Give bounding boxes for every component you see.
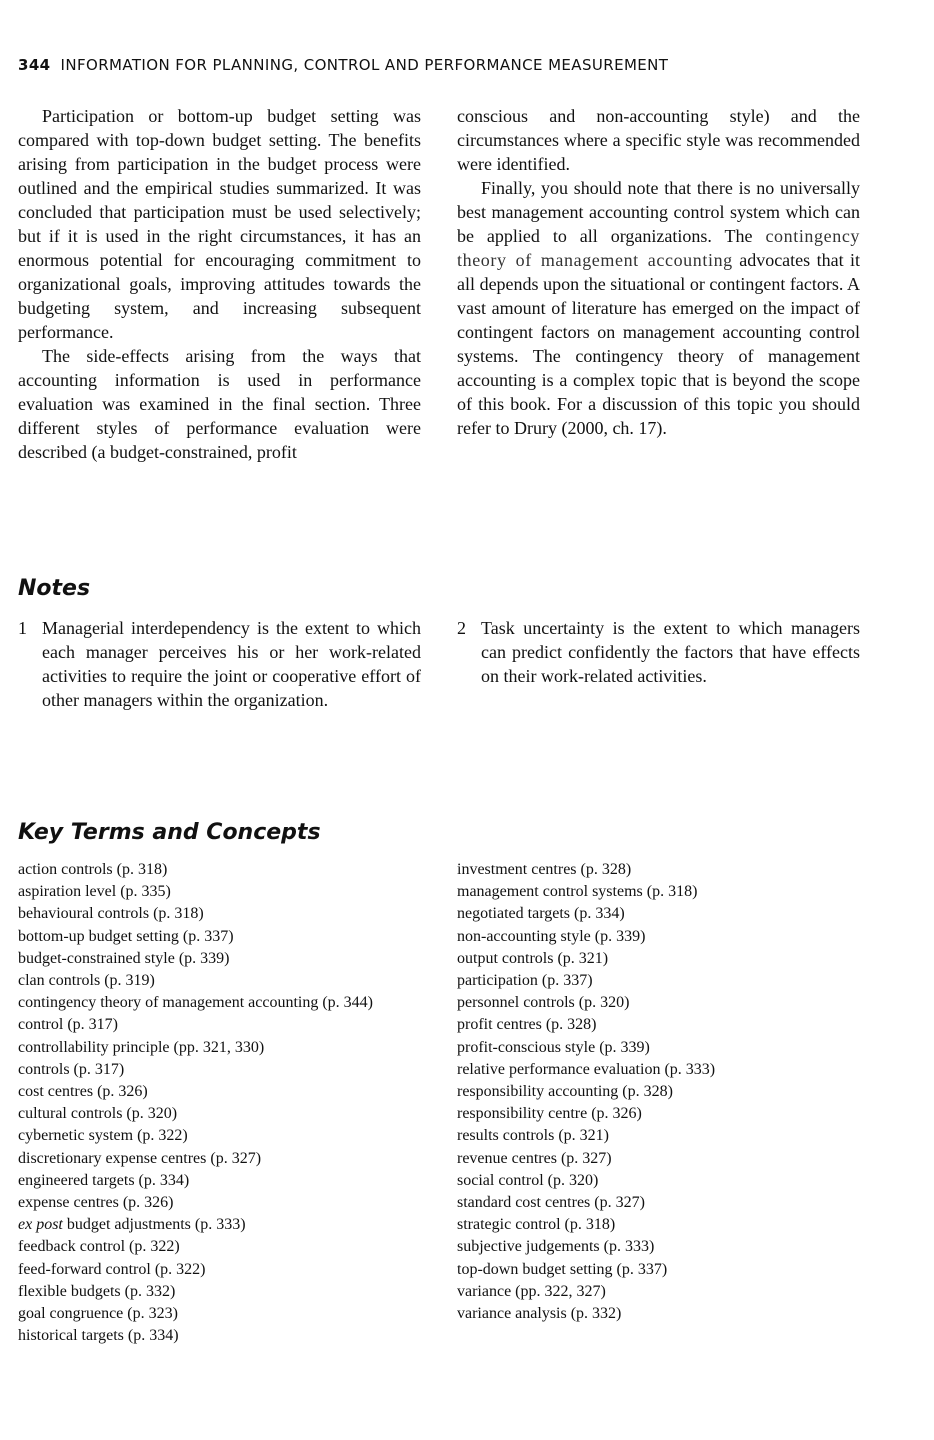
- key-term: results controls (p. 321): [457, 1127, 609, 1145]
- key-term: goal congruence (p. 323): [18, 1305, 178, 1323]
- key-term: discretionary expense centres (p. 327): [18, 1149, 262, 1167]
- key-term: aspiration level (p. 335): [18, 883, 171, 901]
- key-term: feed-forward control (p. 322): [18, 1260, 206, 1278]
- note-item: [457, 616, 860, 688]
- summary-paragraph: Participation or bottom-up budget setting was compared with top-down budget setting. The benefits arising from participation in the budget process were outlined and the empirical studies summarized. It was concluded that participation must be used selectively; but if it is used in the right circumstances, it has an enormous potential for encouraging commitment to organizational goals, improving attitudes towards the budgeting system, and increasing subsequent performance.: [18, 106, 421, 342]
- key-term: behavioural controls (p. 318): [18, 905, 204, 923]
- key-term-highlight: contingency theory of management accounting: [457, 226, 861, 270]
- key-term: relative performance evaluation (p. 333): [457, 1060, 716, 1078]
- summary-final-paragraph: [457, 176, 860, 440]
- note-number: 2: [457, 618, 466, 638]
- key-term: investment centres (p. 328): [457, 861, 632, 878]
- key-term: historical targets (p. 334): [18, 1327, 179, 1345]
- key-term: subjective judgements (p. 333): [457, 1238, 655, 1256]
- key-term: clan controls (p. 319): [18, 972, 155, 990]
- summary-paragraph: The side-effects arising from the ways that accounting information is used in performance evaluation was examined in the final section. Three different styles of performance evaluation were described (a budget-constrained, profit: [18, 346, 421, 462]
- final-intro-text: Finally, you should note that there is no universally best management accounting control system which can be applied to all organizations. The: [457, 178, 860, 246]
- note-item: [18, 616, 421, 712]
- key-terms-right-list: [457, 859, 715, 1325]
- key-term: engineered targets (p. 334): [18, 1171, 190, 1189]
- key-term: revenue centres (p. 327): [457, 1149, 612, 1167]
- key-term: bottom-up budget setting (p. 337): [18, 927, 234, 945]
- key-term-italic: ex post: [18, 1216, 63, 1234]
- running-title: INFORMATION FOR PLANNING, CONTROL AND PERFORMANCE MEASUREMENT: [60, 56, 669, 74]
- key-term: social control (p. 320): [457, 1171, 599, 1189]
- page-number: 344: [18, 56, 51, 74]
- key-term: expense centres (p. 326): [18, 1194, 174, 1212]
- note-text: Task uncertainty is the extent to which managers can predict confidently the factors that have effects on their work-related activities.: [481, 618, 860, 686]
- key-term: negotiated targets (p. 334): [457, 905, 625, 923]
- key-term: cultural controls (p. 320): [18, 1105, 178, 1123]
- key-term: non-accounting style (p. 339): [457, 927, 646, 945]
- key-term: profit centres (p. 328): [457, 1016, 597, 1034]
- key-term: strategic control (p. 318): [457, 1216, 616, 1234]
- summary-left-column: [18, 104, 421, 464]
- final-rest-text: advocates that it all depends upon the situational or contingent factors. A vast amount of literature has emerged on the impact of contingent factors on management accounting control systems. The contingency theory of management accounting is a complex topic that is beyond the scope of this book. For a discussion of this topic you should refer to Drury (2000, ch. 17).: [457, 250, 860, 438]
- summary-paragraph-continued: conscious and non-accounting style) and the circumstances where a specific style was recommended were identified.: [457, 106, 860, 174]
- notes-heading: Notes: [18, 576, 91, 601]
- key-term: contingency theory of management accounting (p. 344): [18, 994, 373, 1012]
- key-term: output controls (p. 321): [457, 949, 609, 967]
- key-term: standard cost centres (p. 327): [457, 1194, 645, 1212]
- key-term: variance (pp. 322, 327): [457, 1282, 606, 1300]
- running-header: [18, 56, 668, 74]
- note-text: Managerial interdependency is the extent to which each manager perceives his or her work-related activities to require the joint or cooperative effort of other managers within the organization.: [42, 618, 421, 710]
- key-term: variance analysis (p. 332): [457, 1305, 622, 1323]
- key-term: controls (p. 317): [18, 1060, 125, 1078]
- key-term: responsibility centre (p. 326): [457, 1105, 642, 1123]
- key-terms-left-list: [18, 859, 373, 1347]
- key-term: budget-constrained style (p. 339): [18, 949, 230, 967]
- key-term: participation (p. 337): [457, 972, 593, 990]
- key-term: management control systems (p. 318): [457, 883, 698, 901]
- key-term: flexible budgets (p. 332): [18, 1282, 176, 1300]
- key-term: cybernetic system (p. 322): [18, 1127, 188, 1145]
- key-term: feedback control (p. 322): [18, 1238, 180, 1256]
- key-term: controllability principle (pp. 321, 330): [18, 1038, 265, 1056]
- key-term: control (p. 317): [18, 1016, 118, 1034]
- key-term: personnel controls (p. 320): [457, 994, 630, 1012]
- key-term: cost centres (p. 326): [18, 1083, 148, 1101]
- key-term: action controls (p. 318): [18, 861, 168, 878]
- note-number: 1: [18, 618, 27, 638]
- key-terms-heading: Key Terms and Concepts: [18, 820, 321, 845]
- key-term: profit-conscious style (p. 339): [457, 1038, 650, 1056]
- summary-right-column: [457, 104, 860, 440]
- key-term: top-down budget setting (p. 337): [457, 1260, 668, 1278]
- key-term: responsibility accounting (p. 328): [457, 1083, 673, 1101]
- key-term-rest: budget adjustments (p. 333): [66, 1216, 246, 1234]
- key-term: [18, 1214, 373, 1236]
